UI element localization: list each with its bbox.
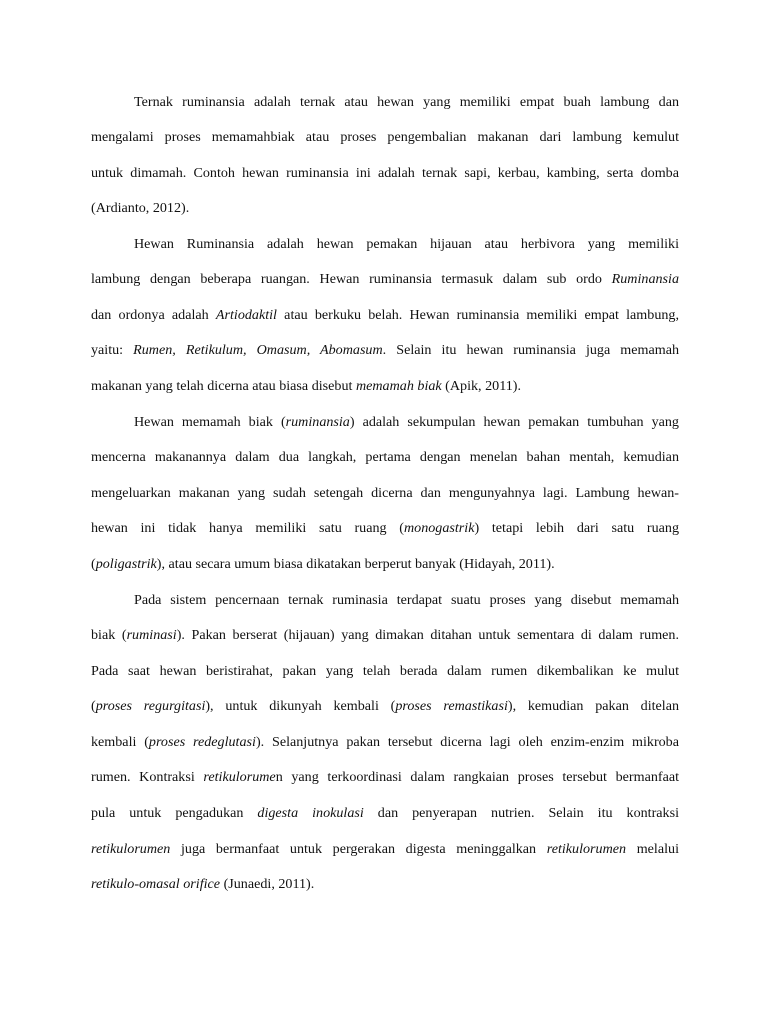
text-line	[91, 519, 679, 537]
text-run: dan ordonya adalah	[91, 307, 216, 323]
italic-term: proses redeglutasi	[148, 734, 256, 750]
italic-term: digesta inokulasi	[257, 805, 364, 821]
text-run: . Selain itu hewan ruminansia juga memamah	[382, 342, 679, 358]
text-line	[91, 626, 679, 644]
italic-term: retikulorumen	[546, 841, 627, 857]
text-run: n yang terkoordinasi dalam rangkaian proses tersebut bermanfaat	[275, 769, 679, 785]
text-line	[91, 199, 679, 217]
text-run: mencerna makanannya dalam dua langkah, pertama dengan menelan bahan mentah, kemudian	[91, 449, 679, 465]
italic-term: retikulorumen	[91, 841, 171, 857]
italic-term: poligastrik	[95, 556, 157, 572]
text-run: yaitu:	[91, 342, 134, 358]
text-line	[91, 662, 679, 680]
text-run: melalui	[626, 841, 679, 857]
italic-term: memamah biak	[355, 378, 442, 394]
text-run: juga bermanfaat untuk pergerakan digesta meninggalkan	[170, 841, 547, 857]
text-run: rumen. Kontraksi	[91, 769, 204, 785]
text-line	[91, 128, 679, 146]
text-line	[91, 697, 679, 715]
italic-term: ruminasi	[126, 627, 177, 643]
italic-term: ruminansia	[285, 414, 350, 430]
text-line	[134, 93, 679, 111]
text-line	[91, 875, 679, 893]
text-line	[134, 235, 679, 253]
text-run: ), kemudian pakan ditelan	[507, 698, 680, 714]
text-run: makanan yang telah dicerna atau biasa disebut	[91, 378, 356, 394]
italic-term: proses remastikasi	[395, 698, 508, 714]
italic-term: proses regurgitasi	[95, 698, 206, 714]
text-run: mengeluarkan makanan yang sudah setengah dicerna dan mengunyahnya lagi. Lambung hewan-	[91, 485, 679, 501]
text-run: Pada sistem pencernaan ternak ruminasia terdapat suatu proses yang disebut memamah	[134, 592, 679, 608]
text-run: (Apik, 2011).	[441, 378, 521, 394]
text-line	[91, 733, 679, 751]
text-run: ). Pakan berserat (hijauan) yang dimakan ditahan untuk sementara di dalam rumen.	[176, 627, 679, 643]
italic-term: monogastrik	[403, 520, 475, 536]
text-run: Ternak ruminansia adalah ternak atau hewan yang memiliki empat buah lambung dan	[134, 94, 679, 110]
text-run: kembali (	[91, 734, 149, 750]
text-line	[91, 377, 679, 395]
text-run: mengalami proses memamahbiak atau proses pengembalian makanan dari lambung kemulut	[91, 129, 679, 145]
text-run: untuk dimamah. Contoh hewan ruminansia ini adalah ternak sapi, kerbau, kambing, serta domba	[91, 165, 679, 181]
text-line	[134, 413, 679, 431]
italic-term: Artiodaktil	[215, 307, 277, 323]
text-line	[91, 840, 679, 858]
text-run: dan penyerapan nutrien. Selain itu kontraksi	[363, 805, 679, 821]
text-line	[91, 270, 679, 288]
text-run: Hewan Ruminansia adalah hewan pemakan hijauan atau herbivora yang memiliki	[134, 236, 679, 252]
text-run: ). Selanjutnya pakan tersebut dicerna lagi oleh enzim-enzim mikroba	[255, 734, 679, 750]
text-line	[91, 306, 679, 324]
italic-term: Ruminansia	[611, 271, 679, 287]
text-run: (Ardianto, 2012).	[91, 200, 190, 216]
text-line	[91, 448, 679, 466]
text-run: pula untuk pengadukan	[91, 805, 258, 821]
text-line	[91, 804, 679, 822]
italic-term: retikulo-omasal orifice	[91, 876, 221, 892]
text-line	[91, 341, 679, 359]
text-run: lambung dengan beberapa ruangan. Hewan ruminansia termasuk dalam sub ordo	[91, 271, 612, 287]
text-line	[91, 768, 679, 786]
text-run: ) adalah sekumpulan hewan pemakan tumbuhan yang	[349, 414, 679, 430]
text-run: atau berkuku belah. Hewan ruminansia memiliki empat lambung,	[276, 307, 679, 323]
text-run: Pada saat hewan beristirahat, pakan yang telah berada dalam rumen dikembalikan ke mulut	[91, 663, 679, 679]
text-line	[91, 164, 679, 182]
italic-term: retikulorume	[203, 769, 276, 785]
text-run: ) tetapi lebih dari satu ruang	[474, 520, 679, 536]
text-run: ), atau secara umum biasa dikatakan berperut banyak (Hidayah, 2011).	[156, 556, 555, 572]
text-run: ), untuk dikunyah kembali (	[205, 698, 396, 714]
text-run: hewan ini tidak hanya memiliki satu ruang (	[91, 520, 404, 536]
text-run: Hewan memamah biak (	[134, 414, 286, 430]
text-line	[91, 484, 679, 502]
text-run: (	[91, 698, 96, 714]
text-run: (	[91, 556, 96, 572]
text-line	[134, 591, 679, 609]
text-run: (Junaedi, 2011).	[220, 876, 315, 892]
text-run: biak (	[91, 627, 127, 643]
italic-term: Rumen, Retikulum, Omasum, Abomasum	[133, 342, 383, 358]
text-line	[91, 555, 679, 573]
